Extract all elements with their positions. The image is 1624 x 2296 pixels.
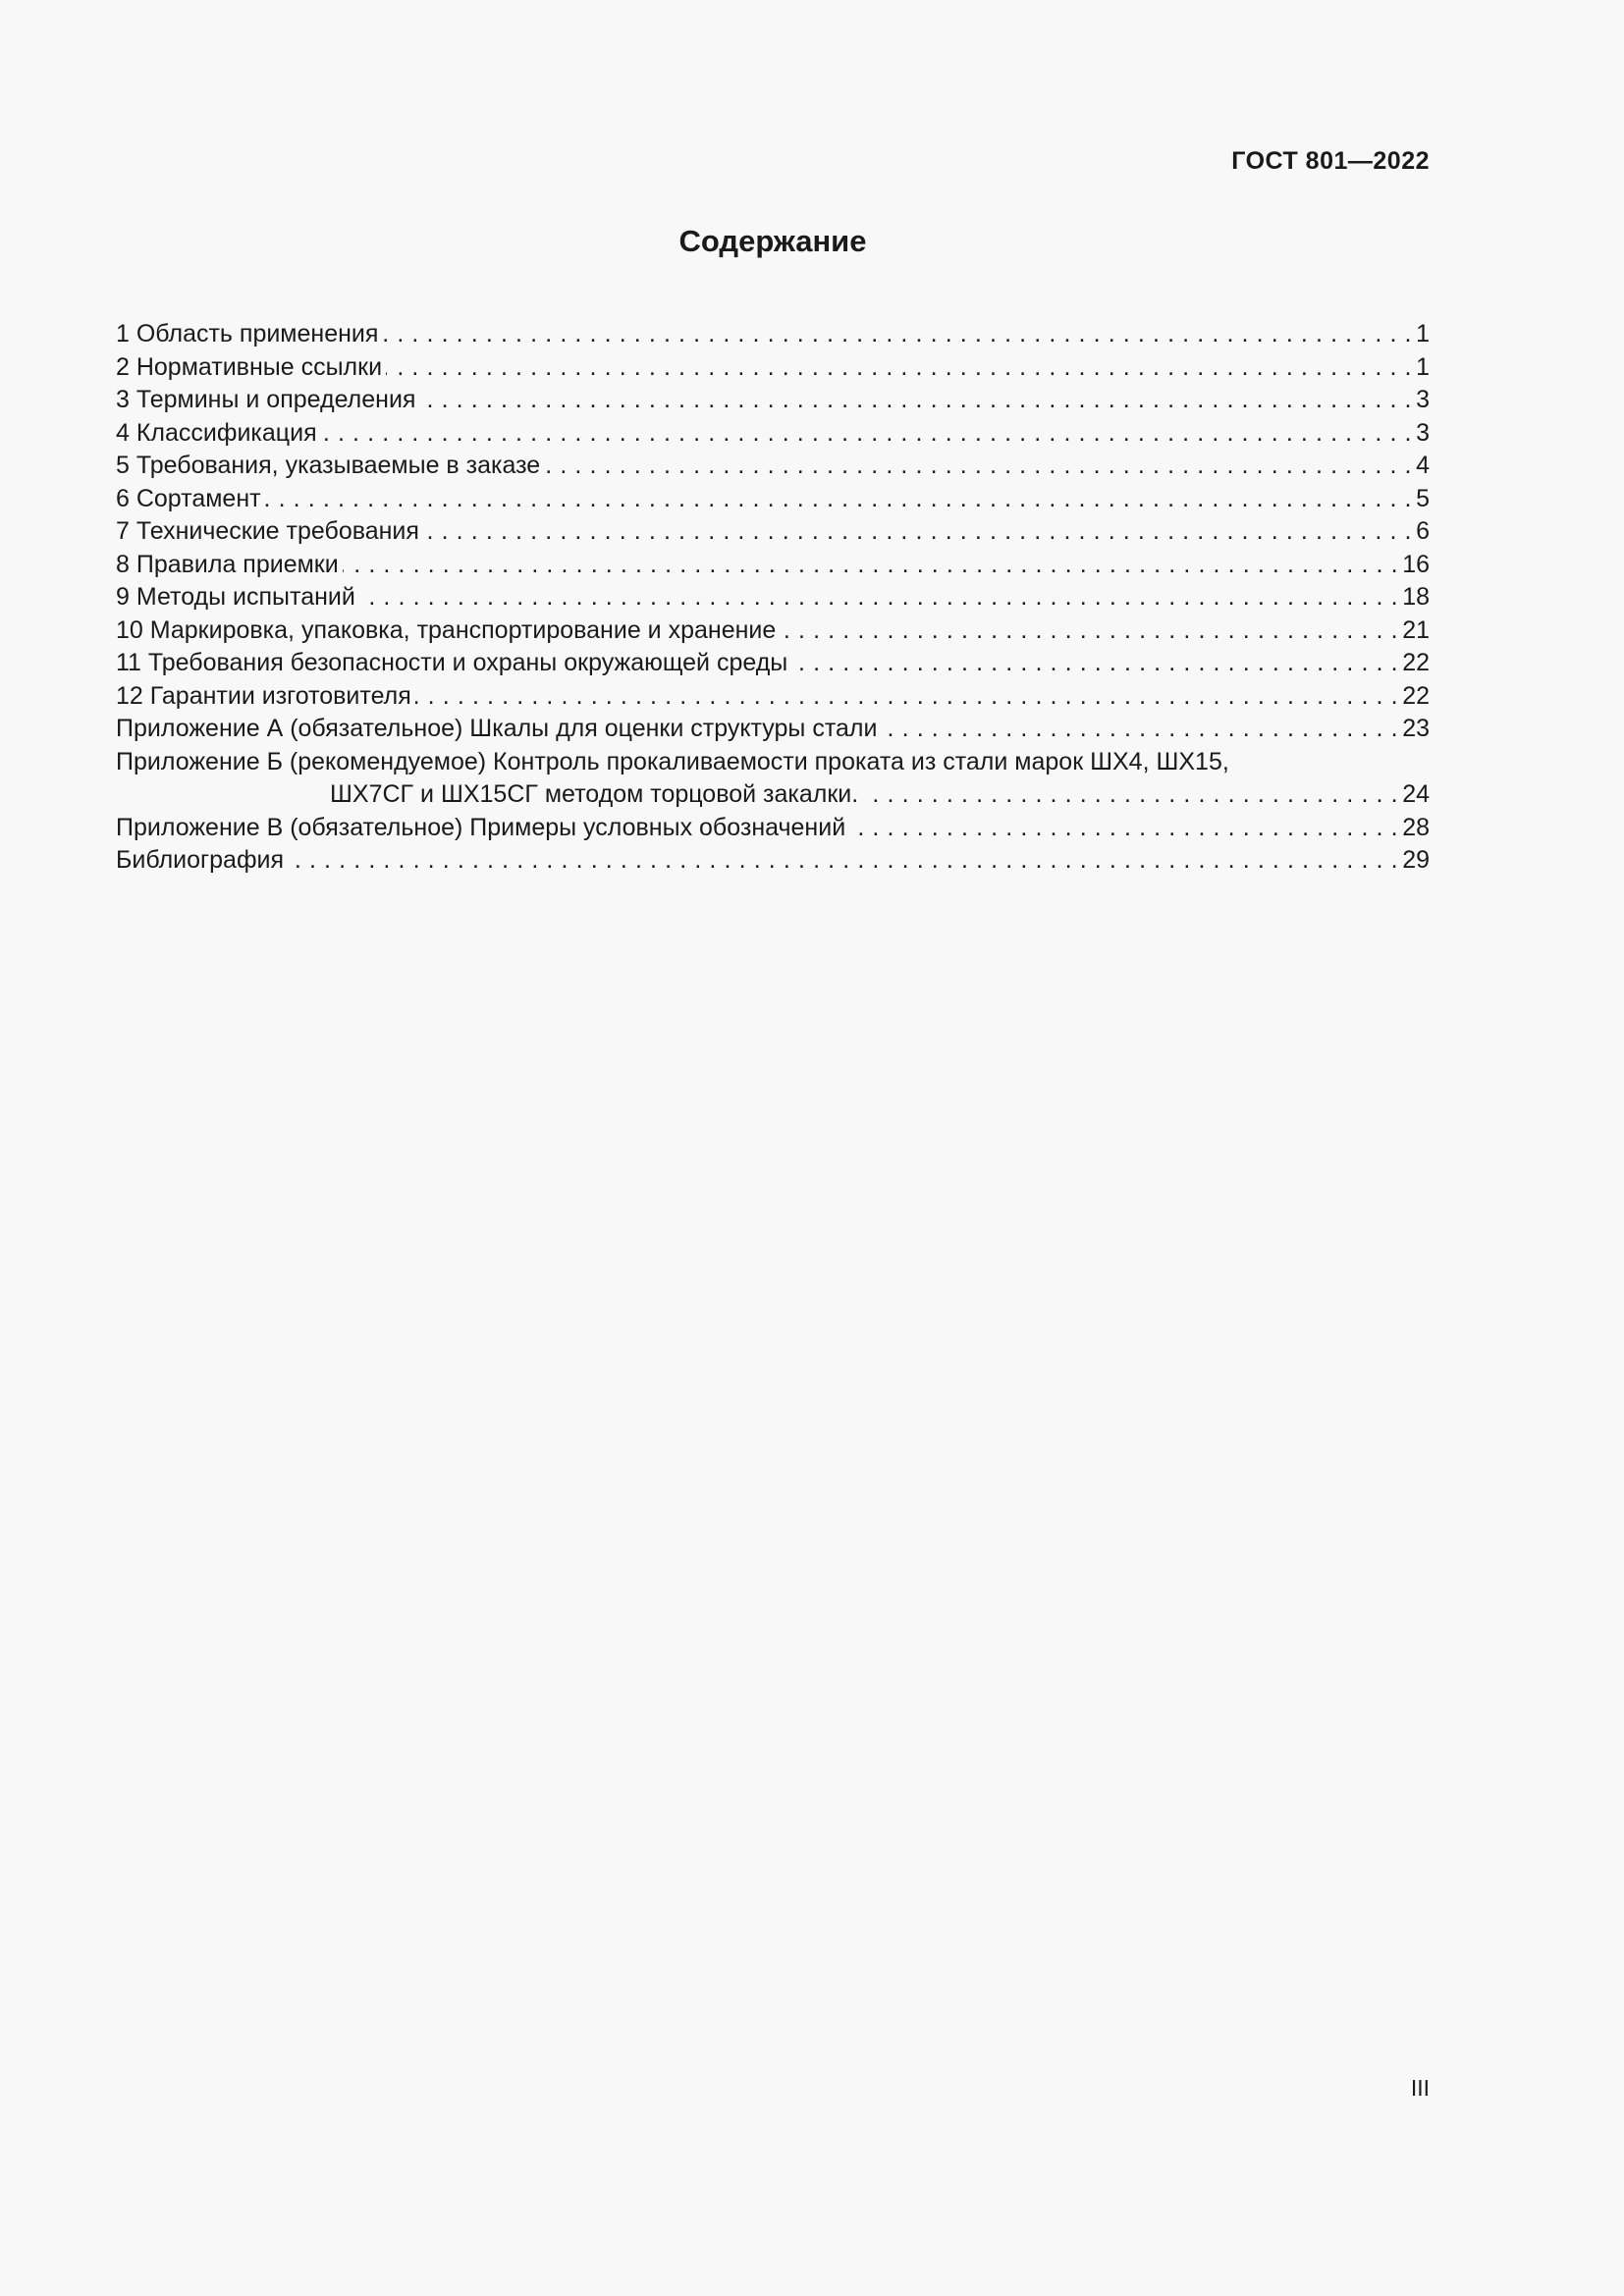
dot-leader [849,812,1398,845]
toc-entry-page: 5 [1416,484,1430,512]
toc-entry-page: 21 [1402,615,1430,644]
toc-entry-page: 16 [1402,550,1430,578]
dot-leader [359,581,1398,614]
toc-entry[interactable] [116,844,1430,878]
toc-entry[interactable] [116,483,1430,516]
toc-entry-page: 22 [1402,681,1430,710]
toc-entry[interactable] [116,549,1430,582]
dot-leader [544,450,1412,483]
dot-leader [881,713,1398,746]
toc-entry-page: 1 [1416,320,1430,347]
toc-entry-title: 5 Требования, указываемые в заказе [116,452,541,479]
toc-entry-title: 2 Нормативные ссылки [116,352,383,381]
toc-entry-title: Библиография [116,846,285,874]
toc-entry-title: 3 Термины и определения [116,386,416,413]
toc-entry-title: 4 Классификация [116,418,317,447]
toc-entry[interactable] [116,713,1430,746]
toc-entry-page: 23 [1402,715,1430,742]
dot-leader [780,614,1398,648]
document-code: ГОСТ 801—2022 [1231,147,1430,175]
toc-entry-title: 8 Правила приемки [116,550,339,578]
toc-entry[interactable] [116,384,1430,417]
toc-entry-page: 18 [1402,583,1430,611]
dot-leader [419,384,1412,417]
toc-entry[interactable] [116,515,1430,549]
toc-entry-title: 7 Технические требования [116,517,419,545]
toc-entry[interactable] [116,318,1430,351]
table-of-contents [116,318,1430,878]
toc-entry-title-continuation: ШХ7СГ и ШХ15СГ методом торцовой закалки. [330,780,859,808]
toc-entry[interactable] [116,812,1430,845]
toc-entry-title: 10 Маркировка, упаковка, транспортирование и хранение [116,615,777,644]
dot-leader [382,318,1412,351]
toc-entry-page: 1 [1416,352,1430,381]
toc-entry-title: 6 Сортамент [116,484,261,512]
toc-entry-page: 3 [1416,386,1430,413]
dot-leader [321,417,1412,451]
toc-entry-page: 28 [1402,813,1430,841]
page-number: III [1410,2075,1430,2101]
toc-entry-page: 3 [1416,418,1430,447]
toc-entry[interactable] [116,746,1430,812]
toc-title: Содержание [678,224,867,258]
toc-entry[interactable] [116,581,1430,614]
toc-entry[interactable] [116,680,1430,714]
dot-leader [791,647,1398,680]
toc-entry-page: 6 [1416,517,1430,545]
dot-leader [386,351,1412,385]
toc-entry-title: 1 Область применения [116,320,379,347]
toc-entry-page: 4 [1416,452,1430,479]
toc-entry[interactable] [116,417,1430,451]
dot-leader [343,549,1398,582]
dot-leader [862,778,1398,812]
toc-entry[interactable] [116,450,1430,483]
toc-entry-title: Приложение Б (рекомендуемое) Контроль прокаливаемости проката из стали марок ШХ4, ШХ15, [116,747,1229,775]
toc-entry[interactable] [116,351,1430,385]
toc-entry-title: 12 Гарантии изготовителя [116,681,411,710]
dot-leader [423,515,1412,549]
toc-entry-title: Приложение В (обязательное) Примеры условных обозначений [116,813,846,841]
dot-leader [415,680,1398,714]
toc-entry-page: 29 [1402,846,1430,874]
toc-entry-title: 11 Требования безопасности и охраны окружающей среды [116,649,788,676]
toc-entry[interactable] [116,647,1430,680]
toc-entry[interactable] [116,614,1430,648]
toc-entry-title: 9 Методы испытаний [116,583,355,611]
toc-entry-page: 24 [1402,780,1430,808]
dot-leader [265,483,1413,516]
toc-entry-title: Приложение А (обязательное) Шкалы для оценки структуры стали [116,715,878,742]
dot-leader [288,844,1398,878]
toc-entry-page: 22 [1402,649,1430,676]
